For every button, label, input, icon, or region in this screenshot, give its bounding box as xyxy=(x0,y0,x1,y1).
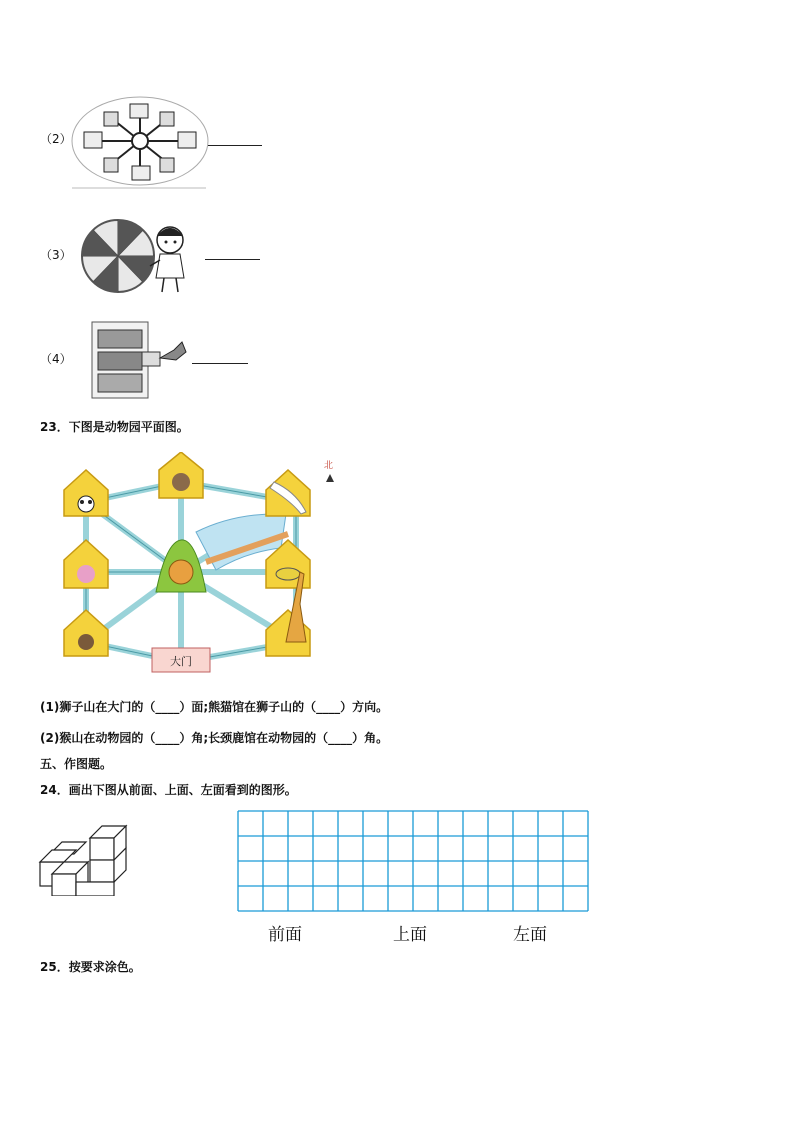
q25-title: 25．按要求涂色。 xyxy=(40,960,141,974)
item-3-answer-blank[interactable] xyxy=(205,259,260,260)
zoo-map xyxy=(56,452,346,682)
q23-line1: (1)狮子山在大门的（____）面;熊猫馆在狮子山的（____）方向。 xyxy=(40,700,389,714)
gate-label: 大门 xyxy=(170,655,192,668)
q23-title: 23．下图是动物园平面图。 xyxy=(40,420,189,434)
q24-title: 24．画出下图从前面、上面、左面看到的图形。 xyxy=(40,783,297,797)
label-left: 左面 xyxy=(513,925,547,945)
section5-title: 五、作图题。 xyxy=(40,757,113,771)
item-4-answer-blank[interactable] xyxy=(192,363,248,364)
item-2-label: （2） xyxy=(40,132,72,146)
answer-grid[interactable] xyxy=(237,810,589,912)
item-4-label: （4） xyxy=(40,352,72,366)
item-2-answer-blank[interactable] xyxy=(208,145,262,146)
item-2-pinwheel-figure xyxy=(70,96,210,192)
item-3-label: （3） xyxy=(40,248,72,262)
label-top: 上面 xyxy=(393,925,427,945)
north-arrow-icon xyxy=(326,474,334,482)
label-front: 前面 xyxy=(268,925,302,945)
item-3-spinner-figure xyxy=(80,216,198,296)
q23-line2: (2)猴山在动物园的（____）角;长颈鹿馆在动物园的（____）角。 xyxy=(40,731,389,745)
item-4-drawer-figure xyxy=(88,318,194,402)
cube-figure xyxy=(38,824,130,896)
north-label: 北 xyxy=(324,461,334,471)
